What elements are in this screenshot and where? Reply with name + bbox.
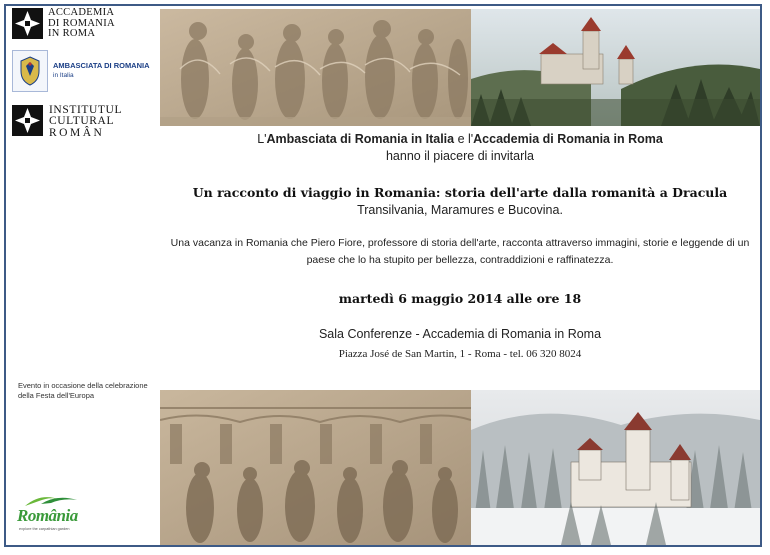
institutul-line-2: CULTURAL	[49, 115, 115, 127]
event-description: Una vacanza in Romania che Piero Fiore, professore di storia dell'arte, racconta attraverso immagini, storie e leggende di un paese che lo ha stupito per bellezza, contraddizioni e raffinatezza.	[170, 237, 750, 266]
accademia-logo	[12, 8, 152, 40]
ambasciata-logo	[12, 50, 152, 92]
inviter-prefix: L'	[257, 132, 267, 146]
coat-of-arms-icon	[12, 50, 48, 92]
institutul-line-3: ROMÂN	[49, 126, 105, 139]
event-subtitle: Transilvania, Maramures e Bucovina.	[357, 203, 563, 217]
event-date: martedì 6 maggio 2014 alle ore 18	[338, 291, 582, 306]
accademia-name	[48, 8, 115, 40]
cross-icon	[12, 105, 43, 136]
ambasciata-title: AMBASCIATA DI ROMANIA	[53, 60, 150, 70]
invite-phrase: hanno il piacere di invitarla	[385, 149, 534, 163]
institutul-logo	[12, 105, 152, 140]
inviters-line	[160, 132, 760, 146]
inviter-conjunction: e l'	[454, 132, 474, 146]
event-note: Evento in occasione della celebrazione della Festa dell'Europa	[18, 381, 148, 400]
bottom-castle-image	[471, 390, 760, 545]
logo-column	[12, 8, 152, 139]
accademia-line-3: IN ROMA	[48, 28, 96, 39]
romania-wordmark: România	[17, 506, 78, 525]
embassy-name: Ambasciata di Romania in Italia	[266, 132, 455, 146]
event-venue: Sala Conferenze - Accademia di Romania in Roma	[318, 327, 602, 341]
ambasciata-subtitle: in Italia	[53, 71, 74, 79]
institutul-line-1: INSTITUTUL	[49, 103, 123, 116]
ambasciata-name	[53, 61, 150, 81]
top-relief-image	[160, 9, 471, 126]
accademia-line-1: ACCADEMIA	[48, 7, 115, 18]
institutul-name	[49, 105, 122, 140]
romania-brand-logo	[17, 492, 87, 537]
event-address: Piazza José de San Martin, 1 - Roma - tel. 06 320 8024	[338, 348, 582, 360]
accademia-line-2: DI ROMANIA	[48, 17, 115, 29]
academy-name: Accademia di Romania in Roma	[473, 132, 663, 146]
bottom-relief-image	[160, 390, 471, 545]
cross-icon	[12, 8, 43, 39]
event-title: Un racconto di viaggio in Romania: storia dell'arte dalla romanità a Dracula	[192, 185, 728, 200]
invitation-text	[160, 128, 760, 360]
top-castle-image	[471, 9, 760, 126]
romania-tagline: explore the carpathian garden	[19, 527, 70, 531]
